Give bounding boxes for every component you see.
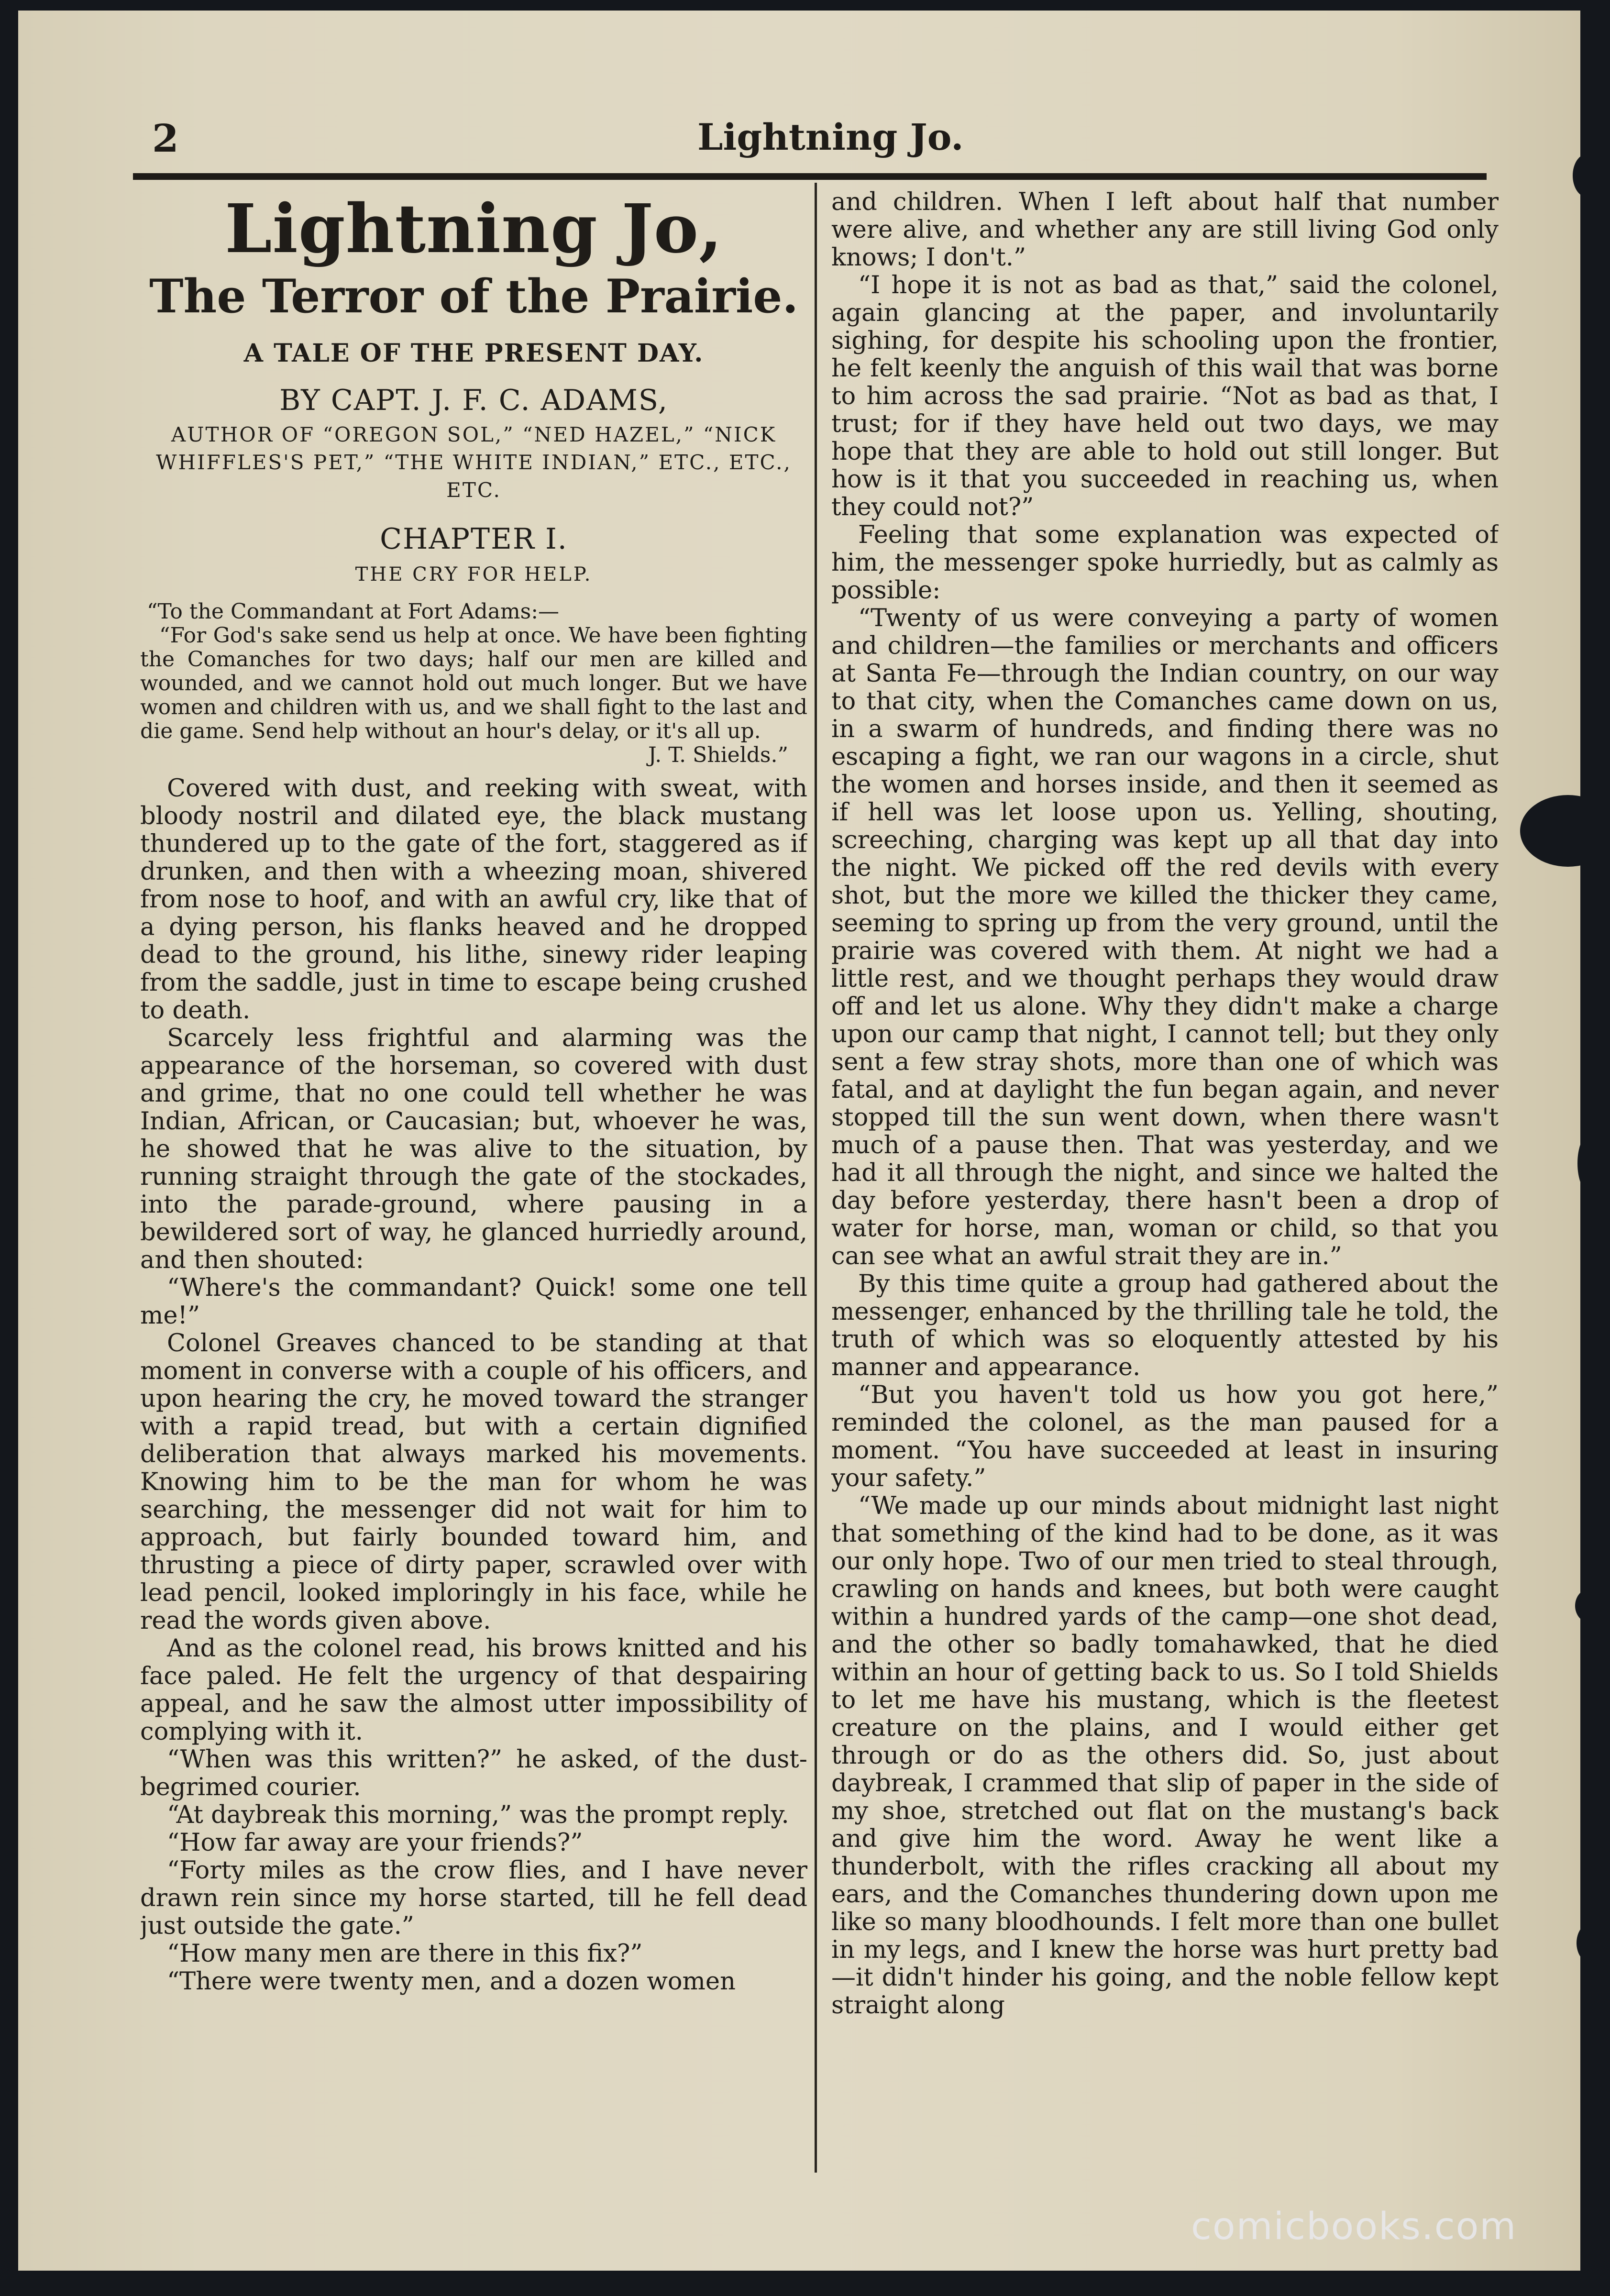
watermark-text: comicbooks.com [1191, 2205, 1517, 2248]
column-divider [815, 183, 817, 2173]
letter-address: “To the Commandant at Fort Adams:— [147, 599, 560, 624]
body-paragraph: Scarcely less frightful and alarming was the appearance of the horseman, so covered with dust and grime, that no one could tell whether he was Indian, African, or Caucasian; but, whoever he was, he showed that he was alive to the situation, by running straight through the gate of the stockades, into the parade-ground, where pausing in a bewildered sort of way, he glanced hurriedly around, and then shouted: [140, 1024, 807, 1274]
body-paragraph: “When was this written?” he asked, of the dust-begrimed courier. [140, 1745, 807, 1801]
running-head [133, 116, 1482, 168]
page-edge-tear [1577, 1135, 1580, 1192]
body-paragraph: By this time quite a group had gathered about the messenger, enhanced by the thrilling tale he told, the truth of which was so eloquently attested by his manner and appearance. [831, 1270, 1499, 1381]
byline: BY CAPT. J. F. C. ADAMS, [279, 384, 668, 417]
story-subtitle: The Terror of the Prairie. [149, 269, 798, 323]
chapter-title: THE CRY FOR HELP. [355, 563, 593, 585]
story-tagline: A TALE OF THE PRESENT DAY. [243, 339, 704, 368]
author-note: AUTHOR OF “OREGON SOL,” “NED HAZEL,” “NICK WHIFFLES'S PET,” “THE WHITE INDIAN,” ETC., ETC., ETC. [156, 423, 792, 502]
running-title: Lightning Jo. [697, 116, 964, 158]
body-paragraph: “Forty miles as the crow flies, and I have never drawn rein since my horse started, till he fell dead just outside the gate.” [140, 1856, 807, 1940]
letter-body: “For God's sake send us help at once. We have been fighting the Comanches for two days; half our men are killed and wounded, and we cannot hold out much longer. But we have women and children with us, and we shall fight to the last and die game. Send help without an hour's delay, or it's all up. [140, 623, 807, 743]
letter-signature: J. T. Shields.” [648, 743, 788, 767]
right-column [831, 188, 1499, 2174]
header-rule [133, 173, 1487, 180]
body-paragraph: “Where's the commandant? Quick! some one tell me!” [140, 1274, 807, 1330]
body-paragraph: “I hope it is not as bad as that,” said the colonel, again glancing at the paper, and involuntarily sighing, for despite his schooling upon the frontier, he felt keenly the anguish of this wail that was borne to him across the sad prairie. “Not as bad as that, I trust; for if they have held out two days, we may hope that they are able to hold out still longer. But how is it that you succeeded in reaching us, when they could not?” [831, 271, 1499, 521]
left-column [140, 188, 807, 2174]
page-edge-tear [1520, 795, 1580, 867]
body-paragraph: Colonel Greaves chanced to be standing at that moment in converse with a couple of his officers, and upon hearing the cry, he moved toward the stranger with a rapid tread, but with a certain dignified deliberation that always marked his movements. Knowing him to be the man for whom he was searching, the messenger did not wait for him to approach, but fairly bounded toward him, and thrusting a piece of dirty paper, scrawled over with lead pencil, looked imploringly in his face, while he read the words given above. [140, 1329, 807, 1635]
body-paragraph: Feeling that some explanation was expected of him, the messenger spoke hurriedly, but as calmly as possible: [831, 521, 1499, 605]
page-edge-tear [1577, 1924, 1580, 1962]
magazine-page [18, 11, 1580, 2271]
body-paragraph: “At daybreak this morning,” was the prompt reply. [167, 1801, 789, 1829]
body-paragraph: “We made up our minds about midnight last night that something of the kind had to be done, as it was our only hope. Two of our men tried to steal through, crawling on hands and knees, but both were caught within a hundred yards of the camp—one shot dead, and the other so badly tomahawked, that he died within an hour of getting back to us. So I told Shields to let me have his mustang, which is the fleetest creature on the plains, and I would either get through or do as the others did. So, just about daybreak, I crammed that slip of paper in the side of my shoe, stretched out flat on the mustang's back and give him the word. Away he went like a thunderbolt, with the rifles cracking all about my ears, and the Comanches thundering down upon me like so many bloodhounds. I felt more than one bullet in my legs, and I knew the horse was hurt pretty bad—it didn't hinder his going, and the noble fellow kept straight along [831, 1492, 1499, 2020]
body-paragraph: And as the colonel read, his brows knitted and his face paled. He felt the urgency of that despairing appeal, and he saw the almost utter impossibility of complying with it. [140, 1634, 807, 1746]
body-paragraph: Covered with dust, and reeking with sweat, with bloody nostril and dilated eye, the black mustang thundered up to the gate of the fort, staggered as if drunken, and then with a wheezing moan, shivered from nose to hoof, and with an awful cry, like that of a dying person, his flanks heaved and he dropped dead to the ground, his lithe, sinewy rider leaping from the saddle, just in time to escape being crushed to death. [140, 774, 807, 1025]
page-edge-tear [1573, 154, 1580, 197]
chapter-heading: CHAPTER I. [380, 522, 568, 556]
body-paragraph: “There were twenty men, and a dozen women [167, 1967, 736, 1996]
body-paragraph: “How far away are your friends?” [167, 1829, 583, 1857]
page-edge-tear [1575, 1589, 1580, 1623]
help-letter [140, 600, 807, 767]
body-paragraph: “How many men are there in this fix?” [167, 1940, 643, 1968]
body-paragraph: and children. When I left about half that number were alive, and whether any are still living God only knows; I don't.” [831, 188, 1499, 272]
page-number: 2 [152, 116, 179, 161]
story-title: Lightning Jo, [225, 190, 723, 268]
body-paragraph: “Twenty of us were conveying a party of women and children—the families or merchants and officers at Santa Fe—through the Indian country, on our way to that city, when the Comanches came down on us, in a swarm of hundreds, and finding there was no escaping a fight, we ran our wagons in a circle, shut the women and horses inside, and then it seemed as if hell was let loose upon us. Yelling, shouting, screeching, charging was kept up all that day into the night. We picked off the red devils with every shot, but the more we killed the thicker they came, seeming to spring up from the very ground, until the prairie was covered with them. At night we had a little rest, and we thought perhaps they would draw off and let us alone. Why they didn't make a charge upon our camp that night, I cannot tell; but they only sent a few stray shots, more than one of which was fatal, and at daylight the fun began again, and never stopped till the sun went down, when there wasn't much of a pause then. That was yesterday, and we had it all through the night, and since we halted the day before yesterday, there hasn't been a drop of water for horse, man, woman or child, so that you can see what an awful strait they are in.” [831, 604, 1499, 1270]
body-paragraph: “But you haven't told us how you got here,” reminded the colonel, as the man paused for a moment. “You have succeeded at least in insuring your safety.” [831, 1381, 1499, 1492]
